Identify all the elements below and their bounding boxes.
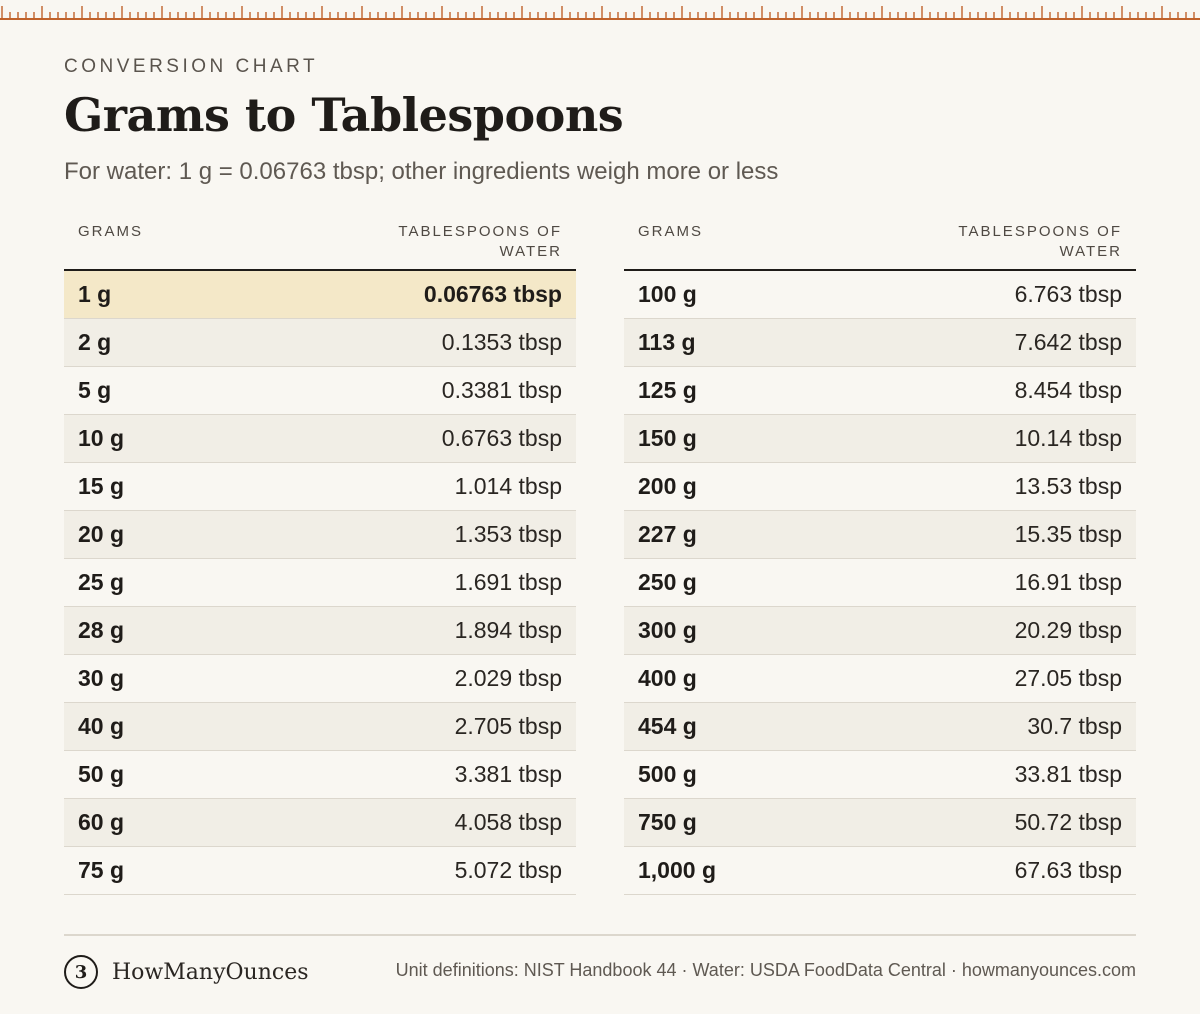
conversion-table-right xyxy=(624,214,1136,895)
tablespoons-cell: 4.058 tbsp xyxy=(356,798,576,846)
tablespoons-cell: 6.763 tbsp xyxy=(916,270,1136,318)
tablespoons-cell: 67.63 tbsp xyxy=(916,846,1136,894)
table-row xyxy=(624,414,1136,462)
table-header-row xyxy=(624,214,1136,270)
tablespoons-cell: 1.353 tbsp xyxy=(356,510,576,558)
column-header-grams: GRAMS xyxy=(624,214,916,270)
tablespoons-cell: 3.381 tbsp xyxy=(356,750,576,798)
grams-cell: 30 g xyxy=(64,654,356,702)
conversion-table-left xyxy=(64,214,576,895)
grams-cell: 60 g xyxy=(64,798,356,846)
table-row xyxy=(624,750,1136,798)
grams-cell: 300 g xyxy=(624,606,916,654)
tablespoons-cell: 2.029 tbsp xyxy=(356,654,576,702)
tablespoons-cell: 7.642 tbsp xyxy=(916,318,1136,366)
table-row xyxy=(64,366,576,414)
grams-cell: 28 g xyxy=(64,606,356,654)
table-row xyxy=(64,846,576,894)
page-title: Grams to Tablespoons xyxy=(64,88,624,142)
grams-cell: 454 g xyxy=(624,702,916,750)
tablespoons-cell: 20.29 tbsp xyxy=(916,606,1136,654)
grams-cell: 75 g xyxy=(64,846,356,894)
table-row xyxy=(624,702,1136,750)
tablespoons-cell: 0.3381 tbsp xyxy=(356,366,576,414)
grams-cell: 10 g xyxy=(64,414,356,462)
tablespoons-cell: 10.14 tbsp xyxy=(916,414,1136,462)
table-row xyxy=(624,846,1136,894)
page-subtitle: For water: 1 g = 0.06763 tbsp; other ingredients weigh more or less xyxy=(64,158,779,185)
table-row xyxy=(64,654,576,702)
grams-cell: 1 g xyxy=(64,270,356,318)
table-row xyxy=(624,558,1136,606)
grams-cell: 50 g xyxy=(64,750,356,798)
table-row-highlighted xyxy=(64,270,576,318)
source-credits: Unit definitions: NIST Handbook 44 · Water: USDA FoodData Central · howmanyounces.com xyxy=(395,960,1136,980)
grams-cell: 100 g xyxy=(624,270,916,318)
grams-cell: 250 g xyxy=(624,558,916,606)
column-header-tablespoons: TABLESPOONS OF WATER xyxy=(356,214,576,270)
brand-mark-icon: 3 xyxy=(64,955,98,989)
grams-cell: 15 g xyxy=(64,462,356,510)
tablespoons-cell: 50.72 tbsp xyxy=(916,798,1136,846)
table-header-row xyxy=(64,214,576,270)
brand-logo[interactable] xyxy=(64,955,309,989)
grams-cell: 20 g xyxy=(64,510,356,558)
column-header-tablespoons: TABLESPOONS OF WATER xyxy=(916,214,1136,270)
tablespoons-cell: 0.06763 tbsp xyxy=(356,270,576,318)
tablespoons-cell: 0.1353 tbsp xyxy=(356,318,576,366)
tablespoons-cell: 33.81 tbsp xyxy=(916,750,1136,798)
table-row xyxy=(64,558,576,606)
tablespoons-cell: 1.691 tbsp xyxy=(356,558,576,606)
tablespoons-cell: 13.53 tbsp xyxy=(916,462,1136,510)
grams-cell: 200 g xyxy=(624,462,916,510)
tablespoons-cell: 8.454 tbsp xyxy=(916,366,1136,414)
tablespoons-cell: 1.894 tbsp xyxy=(356,606,576,654)
table-row xyxy=(64,462,576,510)
ruler-decoration xyxy=(0,0,1200,22)
grams-cell: 5 g xyxy=(64,366,356,414)
table-row xyxy=(64,510,576,558)
tablespoons-cell: 1.014 tbsp xyxy=(356,462,576,510)
table-row xyxy=(64,750,576,798)
grams-cell: 125 g xyxy=(624,366,916,414)
column-header-grams: GRAMS xyxy=(64,214,356,270)
tablespoons-cell: 5.072 tbsp xyxy=(356,846,576,894)
table-row xyxy=(64,606,576,654)
grams-cell: 113 g xyxy=(624,318,916,366)
grams-cell: 750 g xyxy=(624,798,916,846)
grams-cell: 227 g xyxy=(624,510,916,558)
grams-cell: 400 g xyxy=(624,654,916,702)
table-row xyxy=(624,462,1136,510)
grams-cell: 500 g xyxy=(624,750,916,798)
table-row xyxy=(624,318,1136,366)
grams-cell: 2 g xyxy=(64,318,356,366)
tablespoons-cell: 0.6763 tbsp xyxy=(356,414,576,462)
grams-cell: 40 g xyxy=(64,702,356,750)
grams-cell: 25 g xyxy=(64,558,356,606)
brand-name: HowManyOunces xyxy=(112,959,309,985)
table-row xyxy=(624,654,1136,702)
footer-divider xyxy=(64,934,1136,936)
table-row xyxy=(624,606,1136,654)
eyebrow-label: CONVERSION CHART xyxy=(64,56,319,77)
tablespoons-cell: 30.7 tbsp xyxy=(916,702,1136,750)
tablespoons-cell: 27.05 tbsp xyxy=(916,654,1136,702)
tablespoons-cell: 16.91 tbsp xyxy=(916,558,1136,606)
table-row xyxy=(64,414,576,462)
table-row xyxy=(64,798,576,846)
table-row xyxy=(64,702,576,750)
tablespoons-cell: 2.705 tbsp xyxy=(356,702,576,750)
tablespoons-cell: 15.35 tbsp xyxy=(916,510,1136,558)
table-row xyxy=(624,366,1136,414)
grams-cell: 1,000 g xyxy=(624,846,916,894)
table-row xyxy=(64,318,576,366)
grams-cell: 150 g xyxy=(624,414,916,462)
table-row xyxy=(624,270,1136,318)
table-row xyxy=(624,798,1136,846)
table-row xyxy=(624,510,1136,558)
